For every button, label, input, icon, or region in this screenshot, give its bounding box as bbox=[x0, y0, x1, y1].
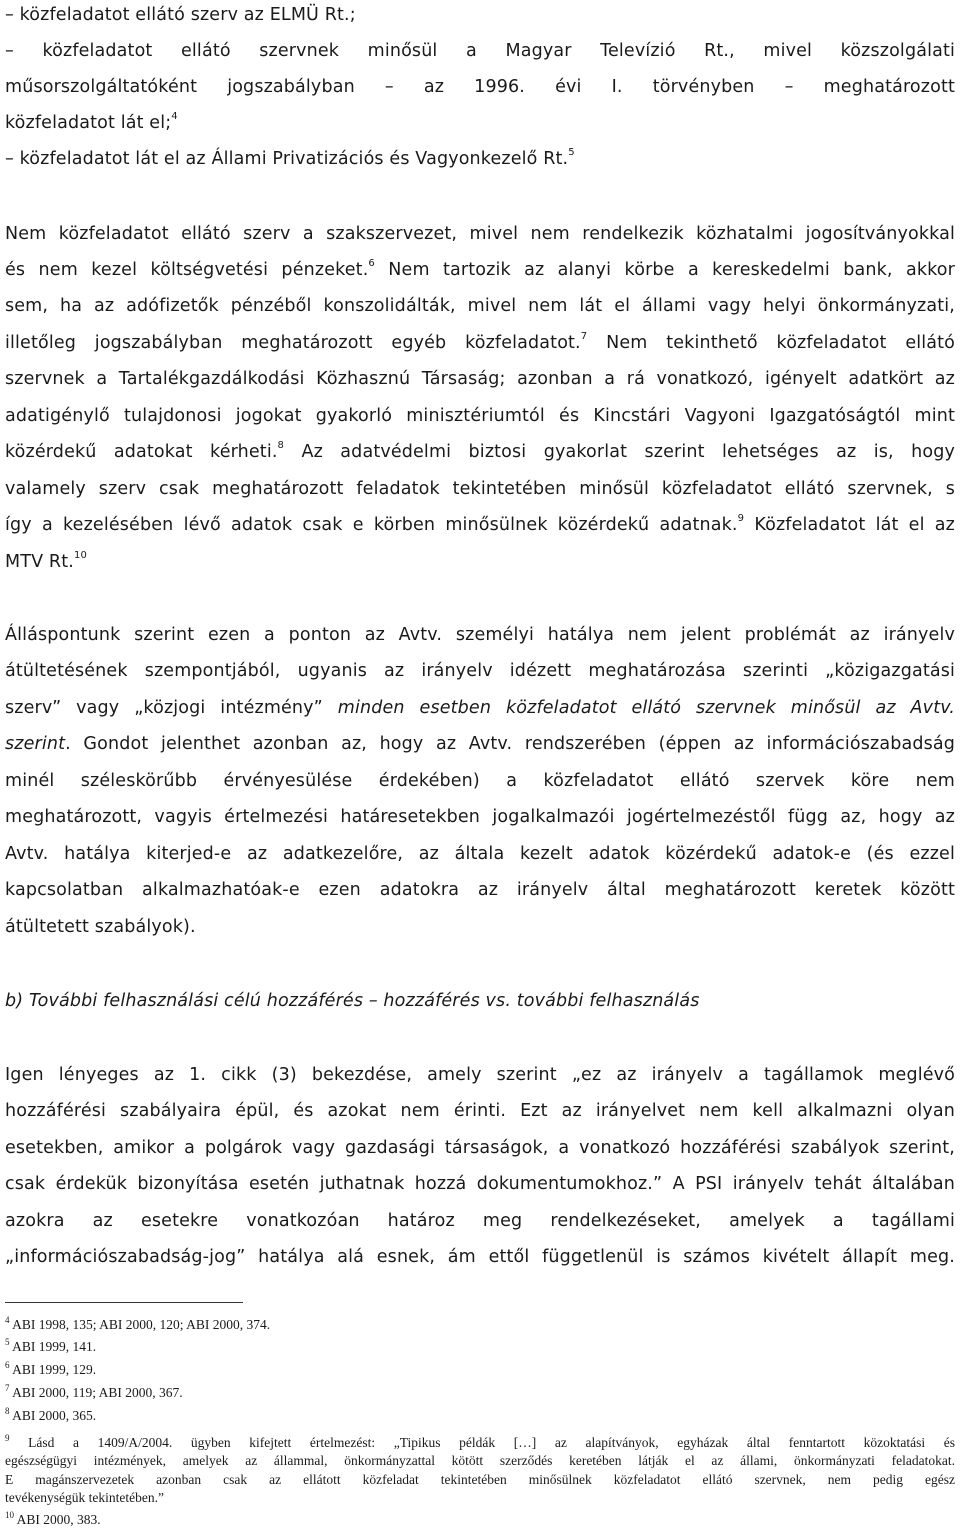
footnote-ref: 9 bbox=[737, 513, 745, 524]
list-item-text: közfeladatot lát el; bbox=[5, 113, 172, 133]
footnote bbox=[5, 1362, 96, 1378]
list-item bbox=[5, 40, 955, 62]
paragraph-line: adatigénylő tulajdonosi jogokat gyakorló minisztériumtól és Kincstári Vagyoni Igazgatóságtól mint bbox=[5, 406, 955, 426]
list-item bbox=[5, 4, 356, 26]
paragraph-line: szerv” vagy „közjogi intézmény” bbox=[5, 698, 338, 718]
footnote-number: 10 bbox=[5, 1510, 14, 1520]
footnote bbox=[5, 1408, 96, 1424]
paragraph-line: illetőleg jogszabályban meghatározott egyéb közfeladatot. bbox=[5, 333, 581, 353]
paragraph-line: Avtv. hatálya kiterjed-e az adatkezelőre, az általa kezelt adatok közérdekű adatok-e (és ezzel bbox=[5, 844, 955, 864]
emphasized-text: szerint bbox=[5, 734, 66, 754]
paragraph-line: „információszabadság-jog” hatálya alá esnek, ám ettől függetlenül is számos kivételt állapít meg. bbox=[5, 1247, 955, 1267]
paragraph-line: kapcsolatban alkalmazhatóak-e ezen adatokra az irányelv által meghatározott keretek között bbox=[5, 880, 955, 900]
paragraph-line: Nem tekinthető közfeladatot ellátó bbox=[587, 333, 955, 353]
paragraph-line: szervnek a Tartalékgazdálkodási Közhasznú Társaság; azonban a rá vonatkozó, igényelt adatkört az bbox=[5, 369, 955, 389]
list-item-text: – közfeladatot ellátó szervnek minősül a Magyar Televízió Rt., mivel közszolgálati bbox=[5, 41, 955, 61]
paragraph-line: Nem közfeladatot ellátó szerv a szakszervezet, mivel nem rendelkezik közhatalmi jogosítványokkal bbox=[5, 224, 955, 244]
paragraph-line: . Gondot jelenthet azonban az, hogy az Avtv. rendszerében (éppen az információszabadság bbox=[65, 734, 955, 754]
paragraph-line: Igen lényeges az 1. cikk (3) bekezdése, amely szerint „ez az irányelv a tagállamok meglévő bbox=[5, 1065, 955, 1085]
list-item-continuation bbox=[5, 76, 955, 98]
paragraph-line: Álláspontunk szerint ezen a ponton az Avtv. személyi hatálya nem jelent problémát az irányelv bbox=[5, 625, 955, 645]
footnote-number: 7 bbox=[5, 1383, 10, 1393]
footnote-number: 8 bbox=[5, 1406, 10, 1416]
paragraph-line: minél széleskörűbb érvényesülése érdekében) a közfeladatot ellátó szervek köre nem bbox=[5, 771, 955, 791]
paragraph-line: így a kezelésében lévő adatok csak e körben minősülnek közérdekű adatnak. bbox=[5, 515, 738, 535]
footnote-ref: 6 bbox=[368, 258, 375, 269]
footnote-text: ABI 2000, 119; ABI 2000, 367. bbox=[12, 1385, 183, 1400]
footnote-text: ABI 2000, 365. bbox=[12, 1408, 97, 1423]
list-item-text: műsorszolgáltatóként jogszabályban – az 1996. évi I. törvényben – meghatározott bbox=[5, 77, 955, 97]
paragraph-line: meghatározott, vagyis értelmezési határesetekben jogalkalmazói jogértelmezéstől függ az, hogy az bbox=[5, 807, 955, 827]
paragraph-line: átültetésének szempontjából, ugyanis az irányelv idézett meghatározása szerinti „közigazgatási bbox=[5, 661, 955, 681]
footnote-text: Lásd a 1409/A/2004. ügyben kifejtett értelmezést: „Tipikus példák […] az alapítványok, egyházak által fenntartott közoktatási és bbox=[28, 1435, 955, 1450]
section-heading bbox=[5, 990, 699, 1012]
paragraph-line: Az adatvédelmi biztosi gyakorlat szerint lehetséges az is, hogy bbox=[284, 442, 955, 462]
paragraph-line: csak érdekük bizonyítása esetén juthatnak hozzá dokumentumokhoz.” A PSI irányelv tehát általában bbox=[5, 1174, 955, 1194]
footnote bbox=[5, 1385, 183, 1401]
footnote-text: egészségügyi intézmények, amelyek az állammal, önkormányzattal kötött szerződés keretében látják el az állami, önkormányzati feladatokat. bbox=[5, 1453, 955, 1468]
footnote bbox=[5, 1512, 101, 1528]
paragraph-line: MTV Rt. bbox=[5, 552, 74, 572]
footnote-text: ABI 2000, 383. bbox=[16, 1512, 101, 1527]
list-item-text: – közfeladatot lát el az Állami Privatizációs és Vagyonkezelő Rt. bbox=[5, 149, 569, 169]
footnote-number: 4 bbox=[5, 1315, 10, 1325]
footnote bbox=[5, 1339, 96, 1355]
footnote-ref: 4 bbox=[171, 111, 178, 122]
list-item bbox=[5, 148, 575, 170]
emphasized-text: minden esetben közfeladatot ellátó szervnek minősül az Avtv. bbox=[337, 698, 955, 718]
paragraph-line: és nem kezel költségvetési pénzeket. bbox=[5, 260, 369, 280]
paragraph-line: esetekben, amikor a polgárok vagy gazdasági társaságok, a vonatkozó hozzáférési szabályok szerint, bbox=[5, 1138, 955, 1158]
paragraph-line: átültetett szabályok). bbox=[5, 917, 196, 937]
footnote-ref: 7 bbox=[580, 331, 588, 342]
footnote-ref: 10 bbox=[73, 550, 87, 561]
paragraph-line: közérdekű adatokat kérheti. bbox=[5, 442, 278, 462]
footnote bbox=[5, 1317, 270, 1333]
footnote-separator bbox=[5, 1302, 243, 1303]
paragraph-line: valamely szerv csak meghatározott feladatok tekintetében minősül közfeladatot ellátó szervnek, s bbox=[5, 479, 955, 499]
footnote-text: ABI 1999, 129. bbox=[12, 1362, 97, 1377]
footnote-text: tevékenységük tekintetében.” bbox=[5, 1490, 164, 1505]
paragraph-line: sem, ha az adófizetők pénzéből konszolidálták, mivel nem lát el állami vagy helyi önkormányzati, bbox=[5, 296, 955, 316]
footnote-ref: 5 bbox=[568, 147, 575, 158]
footnote-number: 9 bbox=[5, 1433, 10, 1443]
list-item-text: – közfeladatot ellátó szerv az ELMÜ Rt.; bbox=[5, 5, 356, 25]
footnote-number: 6 bbox=[5, 1360, 10, 1370]
paragraph-line: hozzáférési szabályaira épül, és azokat nem érinti. Ezt az irányelvet nem kell alkalmazni olyan bbox=[5, 1101, 955, 1121]
section-heading-text: b) További felhasználási célú hozzáférés – hozzáférés vs. további felhasználás bbox=[5, 991, 700, 1011]
footnote-text: ABI 1999, 141. bbox=[12, 1339, 97, 1354]
footnote-text: E magánszervezetek azonban csak az ellátott közfeladat tekintetében minősülnek közfeladatot ellátó szervnek, nem pedig egész bbox=[5, 1472, 955, 1487]
paragraph-line: Közfeladatot lát el az bbox=[744, 515, 955, 535]
footnote-text: ABI 1998, 135; ABI 2000, 120; ABI 2000, 374. bbox=[12, 1317, 271, 1332]
paragraph-line: Nem tartozik az alanyi körbe a kereskedelmi bank, akkor bbox=[374, 260, 955, 280]
footnote-number: 5 bbox=[5, 1337, 10, 1347]
paragraph-line: azokra az esetekre vonatkozóan határoz meg rendelkezéseket, amelyek a tagállami bbox=[5, 1211, 955, 1231]
footnote-ref: 8 bbox=[277, 440, 285, 451]
list-item-continuation bbox=[5, 112, 178, 134]
